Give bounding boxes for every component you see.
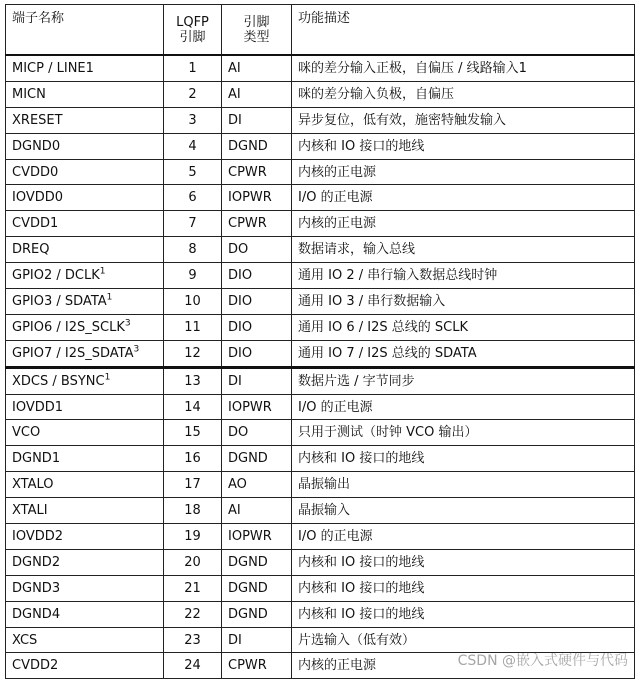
pin-number: 6 [164, 185, 222, 211]
pin-name-cell [6, 211, 164, 237]
pin-name: CVDD1 [12, 216, 59, 232]
pin-number: 5 [164, 159, 222, 185]
pin-number: 1 [164, 55, 222, 81]
pin-number: 2 [164, 81, 222, 107]
table-row [6, 575, 635, 601]
pin-name-cell [6, 627, 164, 653]
watermark: CSDN @嵌入式硬件与代码 [457, 653, 628, 669]
pin-description: 片选输入（低有效） [292, 627, 635, 653]
pin-name-cell [6, 133, 164, 159]
table-row [6, 237, 635, 263]
pin-table [5, 4, 635, 679]
pin-type: DIO [222, 263, 292, 289]
pin-description: I/O 的正电源 [292, 394, 635, 420]
pin-name-cell [6, 55, 164, 81]
pin-type: AI [222, 81, 292, 107]
pin-name: DREQ [12, 242, 50, 258]
pin-type: DI [222, 107, 292, 133]
table-row [6, 420, 635, 446]
footnote-marker: 3 [124, 318, 131, 329]
pin-number: 8 [164, 237, 222, 263]
table-row [6, 314, 635, 340]
table-header-row [6, 5, 635, 56]
footnote-marker: 1 [99, 266, 106, 277]
pin-description: 数据请求，输入总线 [292, 237, 635, 263]
pin-type: DO [222, 237, 292, 263]
pin-number: 20 [164, 549, 222, 575]
pin-type: IOPWR [222, 394, 292, 420]
header-type-line2: 类型 [243, 29, 270, 45]
table-row [6, 446, 635, 472]
pin-type: DGND [222, 549, 292, 575]
table-row [6, 367, 635, 394]
pin-name-cell [6, 159, 164, 185]
pin-name-cell [6, 340, 164, 367]
pin-name-cell [6, 263, 164, 289]
pin-description: 通用 IO 7 / I2S 总线的 SDATA [292, 340, 635, 367]
table-row [6, 340, 635, 367]
table-row [6, 524, 635, 550]
pin-name-cell [6, 394, 164, 420]
pin-number: 3 [164, 107, 222, 133]
table-row [6, 653, 635, 679]
table-row [6, 159, 635, 185]
table-row [6, 263, 635, 289]
pin-name: XDCS / BSYNC [12, 373, 105, 389]
pin-description: 内核和 IO 接口的地线 [292, 133, 635, 159]
pin-number: 18 [164, 498, 222, 524]
header-pin-name: 端子名称 [6, 5, 164, 56]
pin-number: 9 [164, 263, 222, 289]
pin-name: MICN [12, 86, 46, 102]
pin-description: 晶振输出 [292, 472, 635, 498]
pin-number: 16 [164, 446, 222, 472]
pin-number: 13 [164, 367, 222, 394]
pin-type: AO [222, 472, 292, 498]
pin-name: GPIO7 / I2S_SDATA [12, 345, 134, 361]
pin-type: AI [222, 55, 292, 81]
pin-description: 内核的正电源 [292, 159, 635, 185]
table-row [6, 55, 635, 81]
table-row [6, 107, 635, 133]
pin-name-cell [6, 524, 164, 550]
pin-number: 11 [164, 314, 222, 340]
footnote-marker: 3 [133, 344, 140, 355]
pin-name: DGND0 [12, 138, 61, 154]
pin-name: XTALO [12, 477, 54, 493]
pin-name: GPIO2 / DCLK [12, 268, 100, 284]
pin-number: 12 [164, 340, 222, 367]
pin-name-cell [6, 107, 164, 133]
pin-name: CVDD0 [12, 164, 59, 180]
header-lqfp-line2: 引脚 [179, 29, 206, 45]
pin-type: AI [222, 498, 292, 524]
header-pin-type [222, 5, 292, 56]
pin-name: DGND2 [12, 554, 61, 570]
pin-description: 通用 IO 2 / 串行输入数据总线时钟 [292, 263, 635, 289]
table-row [6, 549, 635, 575]
pin-type: DIO [222, 340, 292, 367]
pin-name: IOVDD1 [12, 399, 64, 415]
header-type-line1: 引脚 [243, 14, 270, 30]
pin-type: CPWR [222, 159, 292, 185]
pin-name-cell [6, 367, 164, 394]
table-body [6, 55, 635, 679]
pin-name: CVDD2 [12, 658, 59, 674]
pin-type: CPWR [222, 211, 292, 237]
pin-name-cell [6, 289, 164, 315]
pin-type: IOPWR [222, 524, 292, 550]
pin-name: IOVDD2 [12, 528, 64, 544]
pin-description: I/O 的正电源 [292, 524, 635, 550]
pin-type: DGND [222, 601, 292, 627]
pin-name-cell [6, 237, 164, 263]
pin-description: 数据片选 / 字节同步 [292, 367, 635, 394]
pin-type: DO [222, 420, 292, 446]
table-row [6, 472, 635, 498]
pin-description: 内核和 IO 接口的地线 [292, 446, 635, 472]
pin-description: 内核和 IO 接口的地线 [292, 601, 635, 627]
pin-number: 22 [164, 601, 222, 627]
header-lqfp-line1: LQFP [176, 14, 209, 30]
pin-description: 内核的正电源 [292, 653, 635, 679]
table-row [6, 211, 635, 237]
pin-name: MICP / LINE1 [12, 60, 94, 76]
pin-description: 咪的差分输入正极，自偏压 / 线路输入1 [292, 55, 635, 81]
pin-name: XCS [12, 632, 38, 648]
pin-description: 只用于测试（时钟 VCO 输出） [292, 420, 635, 446]
pin-description: 咪的差分输入负极，自偏压 [292, 81, 635, 107]
pin-type: DIO [222, 314, 292, 340]
pin-name-cell [6, 185, 164, 211]
table-row [6, 81, 635, 107]
pin-name: DGND1 [12, 451, 61, 467]
pin-type: DI [222, 367, 292, 394]
pin-type: DI [222, 627, 292, 653]
pin-name-cell [6, 81, 164, 107]
pin-description: 内核和 IO 接口的地线 [292, 575, 635, 601]
table-row [6, 185, 635, 211]
pin-type: DGND [222, 133, 292, 159]
pin-name: DGND3 [12, 580, 61, 596]
pin-description: 晶振输入 [292, 498, 635, 524]
pin-name: GPIO6 / I2S_SCLK [12, 319, 125, 335]
pin-name-cell [6, 653, 164, 679]
pin-name-cell [6, 314, 164, 340]
pin-type: DGND [222, 575, 292, 601]
pin-description: I/O 的正电源 [292, 185, 635, 211]
pin-number: 14 [164, 394, 222, 420]
pin-name-cell [6, 498, 164, 524]
pin-type: DGND [222, 446, 292, 472]
pin-type: CPWR [222, 653, 292, 679]
header-description: 功能描述 [292, 5, 635, 56]
pin-number: 19 [164, 524, 222, 550]
table-row [6, 627, 635, 653]
pin-type: DIO [222, 289, 292, 315]
footnote-marker: 1 [104, 372, 111, 383]
table-row [6, 394, 635, 420]
pin-number: 24 [164, 653, 222, 679]
pin-type: IOPWR [222, 185, 292, 211]
pin-name: VCO [12, 425, 41, 441]
pin-number: 21 [164, 575, 222, 601]
table-row [6, 289, 635, 315]
pin-name-cell [6, 420, 164, 446]
pin-description: 内核的正电源 [292, 211, 635, 237]
pin-description: 内核和 IO 接口的地线 [292, 549, 635, 575]
pin-name-cell [6, 601, 164, 627]
pin-name: DGND4 [12, 606, 61, 622]
pin-name-cell [6, 446, 164, 472]
table-row [6, 133, 635, 159]
pin-name: IOVDD0 [12, 190, 64, 206]
pin-number: 17 [164, 472, 222, 498]
header-lqfp-pin [164, 5, 222, 56]
pin-number: 10 [164, 289, 222, 315]
pin-description: 通用 IO 6 / I2S 总线的 SCLK [292, 314, 635, 340]
pin-name: XTALI [12, 503, 48, 519]
pin-name-cell [6, 575, 164, 601]
pin-number: 15 [164, 420, 222, 446]
pin-number: 23 [164, 627, 222, 653]
table-row [6, 601, 635, 627]
pin-number: 4 [164, 133, 222, 159]
pin-name-cell [6, 472, 164, 498]
pin-name: GPIO3 / SDATA [12, 293, 107, 309]
pin-description: 异步复位，低有效，施密特触发输入 [292, 107, 635, 133]
footnote-marker: 1 [106, 292, 113, 303]
pin-name-cell [6, 549, 164, 575]
pin-description: 通用 IO 3 / 串行数据输入 [292, 289, 635, 315]
table-row [6, 498, 635, 524]
pin-number: 7 [164, 211, 222, 237]
pin-name: XRESET [12, 112, 63, 128]
